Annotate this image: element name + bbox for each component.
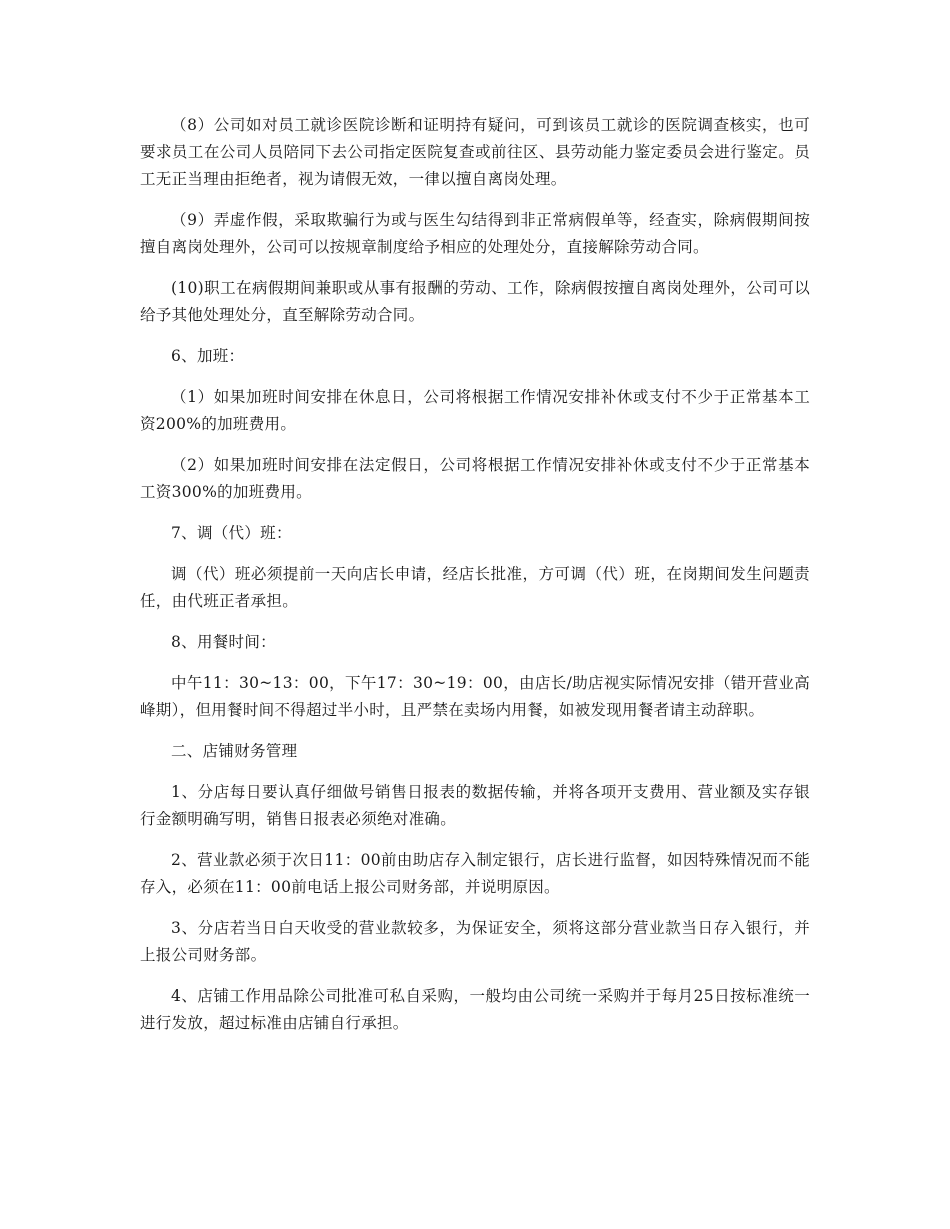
paragraph-overtime-1: （1）如果加班时间安排在休息日，公司将根据工作情况安排补休或支付不少于正常基本工资200%的加班费用。 <box>140 388 810 433</box>
paragraph-sick-leave-9: （9）弄虚作假，采取欺骗行为或与医生勾结得到非正常病假单等，经查实，除病假期间按擅自离岗处理外，公司可以按规章制度给予相应的处理处分，直接解除劳动合同。 <box>140 211 810 256</box>
section-heading-shift-swap: 7、调（代）班： <box>171 524 292 542</box>
section-heading-meal-time: 8、用餐时间： <box>171 633 276 651</box>
paragraph-finance-3: 3、分店若当日白天收受的营业款较多，为保证安全，须将这部分营业款当日存入银行，并上报公司财务部。 <box>140 919 810 964</box>
paragraph-finance-2: 2、营业款必须于次日11：00前由助店存入制定银行，店长进行监督，如因特殊情况而不能存入，必须在11：00前电话上报公司财务部，并说明原因。 <box>140 851 810 896</box>
document-page <box>140 112 810 1051</box>
paragraph-finance-1: 1、分店每日要认真仔细做号销售日报表的数据传输，并将各项开支费用、营业额及实存银行金额明确写明，销售日报表必须绝对准确。 <box>140 783 810 828</box>
section-heading-store-finance: 二、店铺财务管理 <box>171 742 298 760</box>
paragraph-overtime-2: （2）如果加班时间安排在法定假日，公司将根据工作情况安排补休或支付不少于正常基本工资300%的加班费用。 <box>140 456 810 501</box>
paragraph-finance-4: 4、店铺工作用品除公司批准可私自采购，一般均由公司统一采购并于每月25日按标准统一进行发放，超过标准由店铺自行承担。 <box>140 987 810 1032</box>
section-heading-overtime: 6、加班： <box>171 347 245 365</box>
paragraph-sick-leave-10: (10)职工在病假期间兼职或从事有报酬的劳动、工作，除病假按擅自离岗处理外，公司可以给予其他处理处分，直至解除劳动合同。 <box>140 279 810 324</box>
paragraph-sick-leave-8: （8）公司如对员工就诊医院诊断和证明持有疑问，可到该员工就诊的医院调查核实，也可要求员工在公司人员陪同下去公司指定医院复查或前往区、县劳动能力鉴定委员会进行鉴定。员工无正当理由拒绝者，视为请假无效，一律以擅自离岗处理。 <box>140 116 810 188</box>
paragraph-shift-swap: 调（代）班必须提前一天向店长申请，经店长批准，方可调（代）班，在岗期间发生问题责任，由代班正者承担。 <box>140 565 810 610</box>
paragraph-meal-time: 中午11：30~13：00，下午17：30~19：00，由店长/助店视实际情况安排（错开营业高峰期），但用餐时间不得超过半小时，且严禁在卖场内用餐，如被发现用餐者请主动辞职。 <box>140 674 810 719</box>
